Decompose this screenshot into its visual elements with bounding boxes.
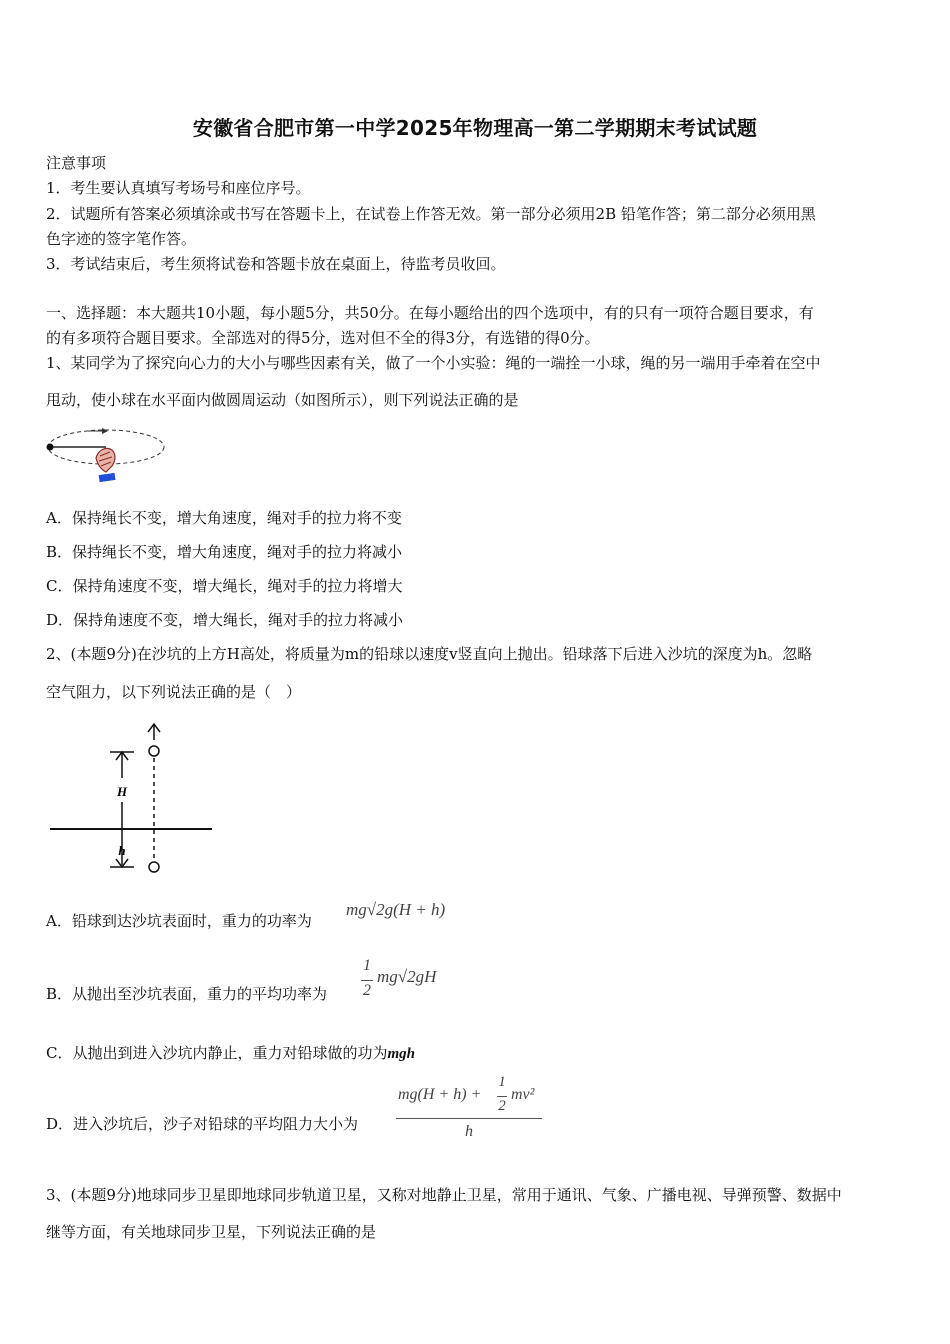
page-title: 安徽省合肥市第一中学2025年物理高一第二学期期末考试试题 — [192, 116, 758, 140]
question-1-option-c[interactable]: C．保持角速度不变，增大绳长，绳对手的拉力将增大 — [46, 577, 403, 595]
section-intro: 一、选择题：本大题共10小题，每小题5分，共50分。在每小题给出的四个选项中，有的只有一项符合题目要求，有 — [46, 304, 814, 322]
question-3-stem: 3、(本题9分)地球同步卫星即地球同步轨道卫星，又称对地静止卫星，常用于通讯、气象、广播电视、导弹预警、数据中 — [46, 1186, 842, 1204]
notice-heading: 注意事项 — [46, 154, 107, 172]
formula-b-denominator: 2 — [363, 982, 371, 999]
option-text: A．铅球到达沙坑表面时，重力的功率为 — [46, 912, 312, 930]
math-mgh: mgh — [387, 1046, 415, 1062]
formula-b-rest: mg√2gH — [377, 967, 437, 986]
notice-item: 2．试题所有答案必须填涂或书写在答题卡上，在试卷上作答无效。第一部分必须用2B 铅笔作答；第二部分必须用黑 — [46, 205, 816, 223]
question-2-option-b[interactable] — [46, 983, 327, 1004]
question-1-option-b[interactable]: B．保持绳长不变，增大角速度，绳对手的拉力将减小 — [46, 543, 403, 561]
option-text: B．从抛出至沙坑表面，重力的平均功率为 — [46, 985, 328, 1003]
question-2-option-a[interactable] — [46, 910, 312, 931]
depth-label-h: h — [118, 843, 126, 858]
option-text: C．从抛出到进入沙坑内静止，重力对铅球做的功为 — [46, 1044, 388, 1062]
question-3-stem: 继等方面，有关地球同步卫星，下列说法正确的是 — [46, 1223, 377, 1241]
formula-d-numerator-left: mg(H + h) + — [398, 1086, 482, 1103]
notice-item: 1．考生要认真填写考场号和座位序号。 — [46, 179, 311, 197]
formula-d-half-top: 1 — [498, 1074, 506, 1090]
question-1-stem: 甩动，使小球在水平面内做圆周运动（如图所示），则下列说法正确的是 — [46, 391, 519, 409]
height-label-H: H — [116, 784, 128, 799]
notice-item: 色字迹的签字笔作答。 — [46, 230, 197, 248]
question-2-stem: 2、(本题9分)在沙坑的上方H高处，将质量为m的铅球以速度v竖直向上抛出。铅球落下后进入沙坑的深度为h。忽略 — [46, 645, 813, 663]
sand-pit-figure — [46, 720, 216, 880]
option-text: D．进入沙坑后，沙子对铅球的平均阻力大小为 — [46, 1115, 359, 1133]
question-2-stem: 空气阻力，以下列说法正确的是（ ） — [46, 683, 302, 701]
formula-d-denominator: h — [465, 1123, 473, 1140]
fraction-bar — [497, 1096, 507, 1097]
formula-a: mg√2g(H + h) — [346, 900, 446, 919]
question-1-option-a[interactable]: A．保持绳长不变，增大角速度，绳对手的拉力将不变 — [46, 509, 402, 527]
question-1-option-d[interactable]: D．保持角速度不变，增大绳长，绳对手的拉力将减小 — [46, 611, 404, 629]
question-2-option-d[interactable] — [46, 1113, 358, 1134]
question-1-stem: 1、某同学为了探究向心力的大小与哪些因素有关，做了一个小实验：绳的一端拴一小球，绳的另一端用手牵着在空中 — [46, 354, 821, 372]
formula-d-numerator-right: mv² — [511, 1086, 535, 1103]
formula-d-half-bottom: 2 — [498, 1098, 506, 1114]
fraction-bar — [396, 1118, 542, 1119]
circular-motion-figure — [44, 420, 170, 490]
notice-item: 3．考试结束后，考生须将试卷和答题卡放在桌面上，待监考员收回。 — [46, 255, 506, 273]
question-2-option-c[interactable] — [46, 1042, 415, 1063]
formula-b-numerator: 1 — [363, 957, 371, 974]
section-intro: 的有多项符合题目要求。全部选对的得5分，选对但不全的得3分，有选错的得0分。 — [46, 329, 600, 347]
fraction-bar — [361, 980, 373, 981]
